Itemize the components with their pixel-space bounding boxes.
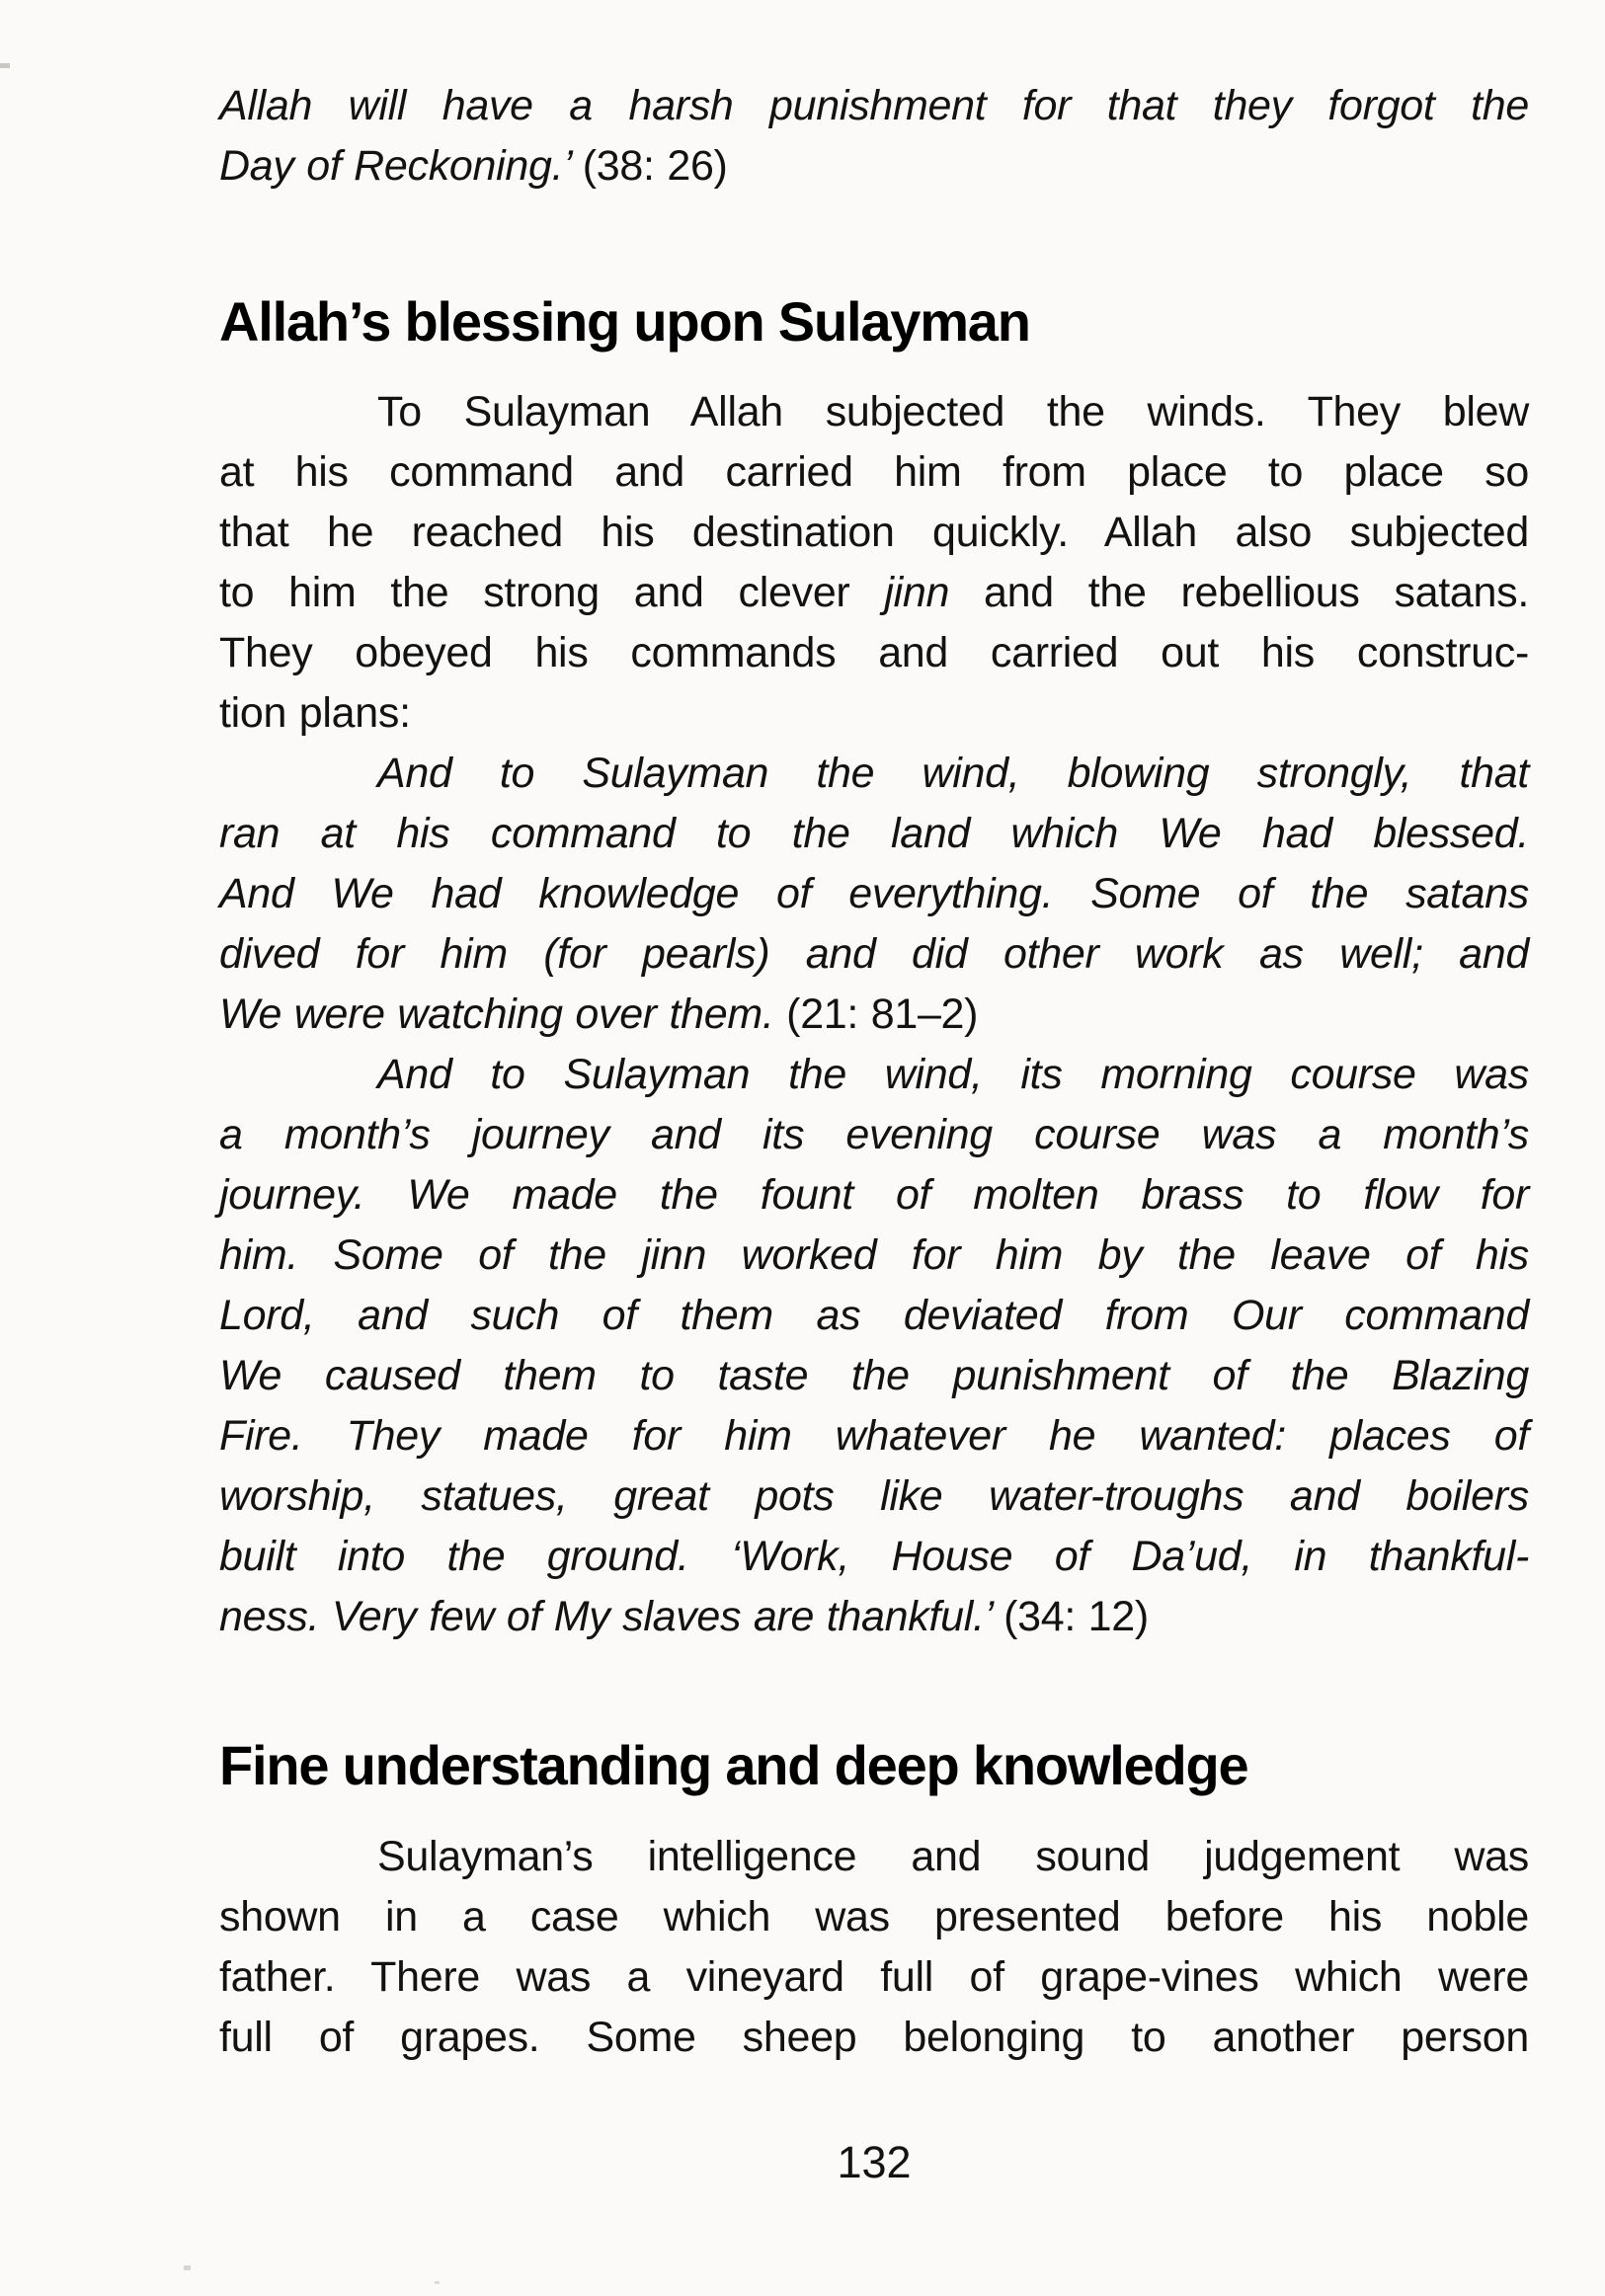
body-line: Sulayman’s intelligence and sound judgement was bbox=[377, 1833, 1529, 1880]
body-line: father. There was a vineyard full of grape-vines which were bbox=[219, 1953, 1529, 2001]
text-column bbox=[219, 0, 1529, 2192]
verse-reference: (21: 81–2) bbox=[786, 990, 979, 1038]
quote-line bbox=[219, 1587, 1529, 1647]
body-line: To Sulayman Allah subjected the winds. They blew bbox=[377, 388, 1529, 435]
quote-line: built into the ground. ‘Work, House of Da’ud, in thankful- bbox=[219, 1533, 1529, 1580]
quote-line: ran at his command to the land which We had blessed. bbox=[219, 810, 1529, 857]
quote-line: Fire. They made for him whatever he wanted: places of bbox=[219, 1412, 1529, 1460]
body-line: tion plans: bbox=[219, 689, 411, 737]
scan-artifact bbox=[184, 2265, 191, 2270]
page-number: 132 bbox=[837, 2137, 912, 2187]
quote-text: ness. Very few of My slaves are thankful.’ bbox=[219, 1593, 1004, 1640]
quote-line: him. Some of the jinn worked for him by the leave of his bbox=[219, 1231, 1529, 1279]
body-line: They obeyed his commands and carried out his construc- bbox=[219, 629, 1529, 676]
quote-line: And We had knowledge of everything. Some of the satans bbox=[219, 870, 1529, 917]
quote-text: We were watching over them. bbox=[219, 990, 787, 1038]
block-quote-2 bbox=[219, 1045, 1529, 1647]
quote-line: journey. We made the fount of molten brass to flow for bbox=[219, 1171, 1529, 1219]
section-heading-1: Allah’s blessing upon Sulayman bbox=[219, 290, 1030, 353]
quote-line: We caused them to taste the punishment of the Blazing bbox=[219, 1352, 1529, 1399]
paragraph-2 bbox=[219, 1827, 1529, 2068]
verse-reference: (34: 12) bbox=[1003, 1593, 1149, 1640]
quote-text: Day of Reckoning.’ bbox=[219, 142, 583, 190]
body-line: at his command and carried him from place to place so bbox=[219, 448, 1529, 496]
intro-quote-continuation bbox=[219, 76, 1529, 197]
body-line: full of grapes. Some sheep belonging to another person bbox=[219, 2014, 1529, 2061]
body-text: and the rebellious satans. bbox=[949, 569, 1529, 616]
quote-line: And to Sulayman the wind, its morning course was bbox=[377, 1051, 1529, 1098]
scan-artifact bbox=[435, 2281, 440, 2284]
quote-line bbox=[219, 985, 1529, 1045]
quote-line bbox=[219, 136, 1529, 197]
verse-reference: (38: 26) bbox=[582, 142, 728, 190]
quote-line: Lord, and such of them as deviated from Our command bbox=[219, 1292, 1529, 1339]
body-line: that he reached his destination quickly. Allah also subjected bbox=[219, 509, 1529, 556]
quote-line: worship, statues, great pots like water-troughs and boilers bbox=[219, 1472, 1529, 1520]
quote-line: Allah will have a harsh punishment for that they forgot the bbox=[219, 82, 1529, 129]
body-line bbox=[219, 563, 1529, 623]
body-line: shown in a case which was presented before his noble bbox=[219, 1893, 1529, 1940]
section-heading-2: Fine understanding and deep knowledge bbox=[219, 1734, 1248, 1796]
block-quote-1 bbox=[219, 744, 1529, 1045]
paragraph-1 bbox=[219, 382, 1529, 744]
body-text: to him the strong and clever bbox=[219, 569, 885, 616]
italic-term: jinn bbox=[884, 569, 950, 616]
quote-line: a month’s journey and its evening course was a month’s bbox=[219, 1111, 1529, 1158]
quote-line: dived for him (for pearls) and did other work as well; and bbox=[219, 930, 1529, 978]
quote-line: And to Sulayman the wind, blowing strongly, that bbox=[377, 750, 1529, 797]
scan-artifact bbox=[0, 63, 10, 68]
